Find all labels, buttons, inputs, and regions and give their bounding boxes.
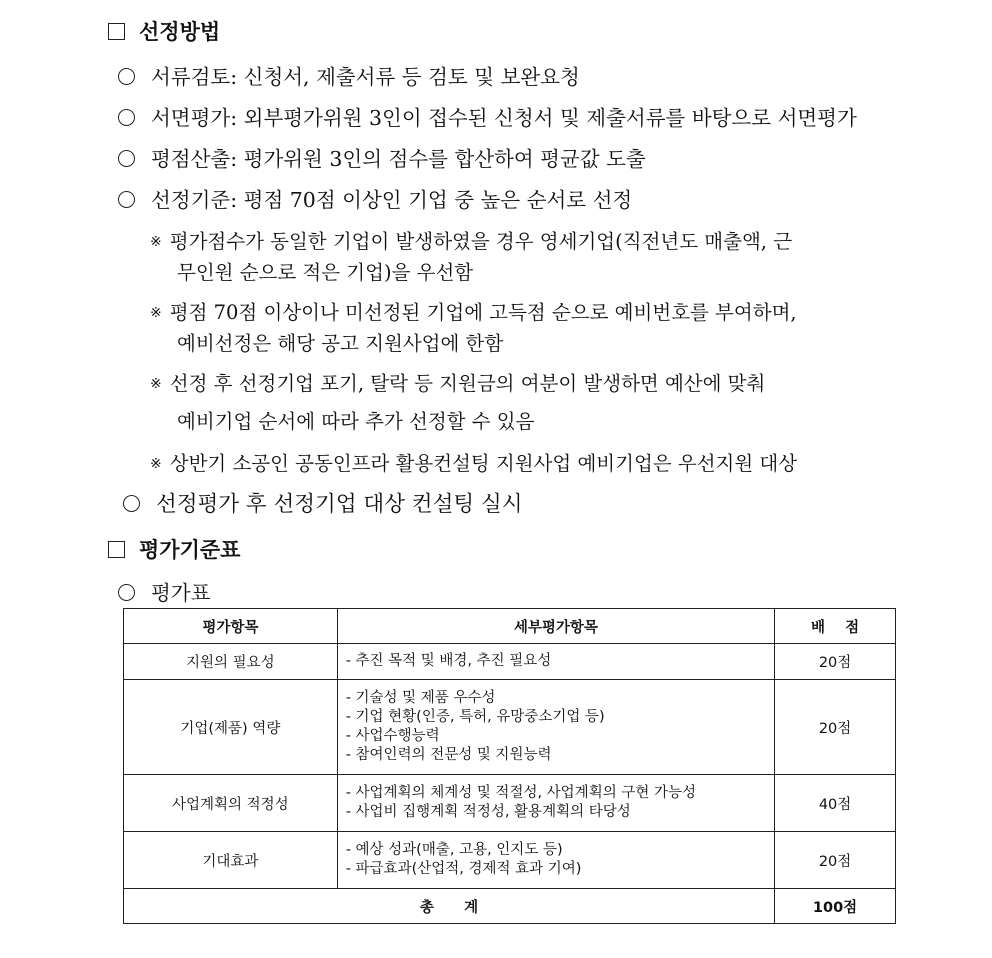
score-cell: 40점 (775, 775, 896, 832)
section-heading-criteria (108, 534, 240, 564)
list-item: 서류검토: 신청서, 제출서류 등 검토 및 보완요청 (118, 60, 580, 90)
section-heading-selection (108, 16, 220, 46)
details-cell: - 기술성 및 제품 우수성 - 기업 현황(인증, 특허, 유망중소기업 등) - 사업수행능력 - 참여인력의 전문성 및 지원능력 (337, 680, 774, 775)
reference-mark-icon: ※ (150, 456, 162, 472)
score-cell: 20점 (775, 832, 896, 889)
note-item: ※ 상반기 소공인 공동인프라 활용컨설팅 지원사업 예비기업은 우선지원 대상 (150, 452, 798, 475)
note-item: ※ 선정 후 선정기업 포기, 탈락 등 지원금의 여분이 발생하면 예산에 맞춰 (150, 372, 766, 395)
list-item: 평점산출: 평가위원 3인의 점수를 합산하여 평균값 도출 (118, 142, 646, 172)
category-cell: 지원의 필요성 (124, 644, 338, 680)
reference-mark-icon: ※ (150, 376, 162, 392)
category-cell: 사업계획의 적정성 (124, 775, 338, 832)
score-cell: 20점 (775, 644, 896, 680)
section-title: 평가기준표 (139, 537, 241, 562)
total-score: 100점 (775, 889, 896, 924)
details-cell: - 사업계획의 체계성 및 적절성, 사업계획의 구현 가능성 - 사업비 집행계획 적정성, 활용계획의 타당성 (337, 775, 774, 832)
list-item: 서면평가: 외부평가위원 3인이 접수된 신청서 및 제출서류를 바탕으로 서면평가 (118, 101, 857, 131)
note-continuation: 무인원 순으로 적은 기업)을 우선함 (177, 261, 474, 284)
reference-mark-icon: ※ (150, 234, 162, 250)
table-row (124, 832, 896, 889)
header-details: 세부평가항목 (337, 609, 774, 644)
score-cell: 20점 (775, 680, 896, 775)
header-score: 배 점 (775, 609, 896, 644)
table-header-row (124, 609, 896, 644)
table-row (124, 644, 896, 680)
details-cell: - 추진 목적 및 배경, 추진 필요성 (337, 644, 774, 680)
circle-bullet-icon (118, 191, 135, 208)
circle-bullet-icon (118, 68, 135, 85)
details-cell: - 예상 성과(매출, 고용, 인지도 등) - 파급효과(산업적, 경제적 효과 기여) (337, 832, 774, 889)
table-row (124, 680, 896, 775)
category-cell: 기업(제품) 역량 (124, 680, 338, 775)
table-row (124, 775, 896, 832)
list-item: 선정평가 후 선정기업 대상 컨설팅 실시 (123, 487, 522, 518)
circle-bullet-icon (118, 150, 135, 167)
note-continuation: 예비선정은 해당 공고 지원사업에 한함 (177, 332, 504, 355)
note-item: ※ 평점 70점 이상이나 미선정된 기업에 고득점 순으로 예비번호를 부여하며, (150, 301, 797, 324)
circle-bullet-icon (118, 584, 135, 601)
header-category: 평가항목 (124, 609, 338, 644)
circle-bullet-icon (118, 109, 135, 126)
list-item: 평가표 (118, 576, 210, 606)
list-item: 선정기준: 평점 70점 이상인 기업 중 높은 순서로 선정 (118, 183, 632, 213)
category-cell: 기대효과 (124, 832, 338, 889)
reference-mark-icon: ※ (150, 305, 162, 321)
checkbox-square-icon (108, 23, 125, 40)
circle-bullet-icon (123, 495, 140, 512)
note-continuation: 예비기업 순서에 따라 추가 선정할 수 있음 (177, 410, 535, 433)
table-total-row (124, 889, 896, 924)
total-label: 총 계 (124, 889, 775, 924)
checkbox-square-icon (108, 541, 125, 558)
note-item: ※ 평가점수가 동일한 기업이 발생하였을 경우 영세기업(직전년도 매출액, 근 (150, 230, 793, 253)
evaluation-table (123, 608, 896, 924)
section-title: 선정방법 (139, 19, 221, 44)
